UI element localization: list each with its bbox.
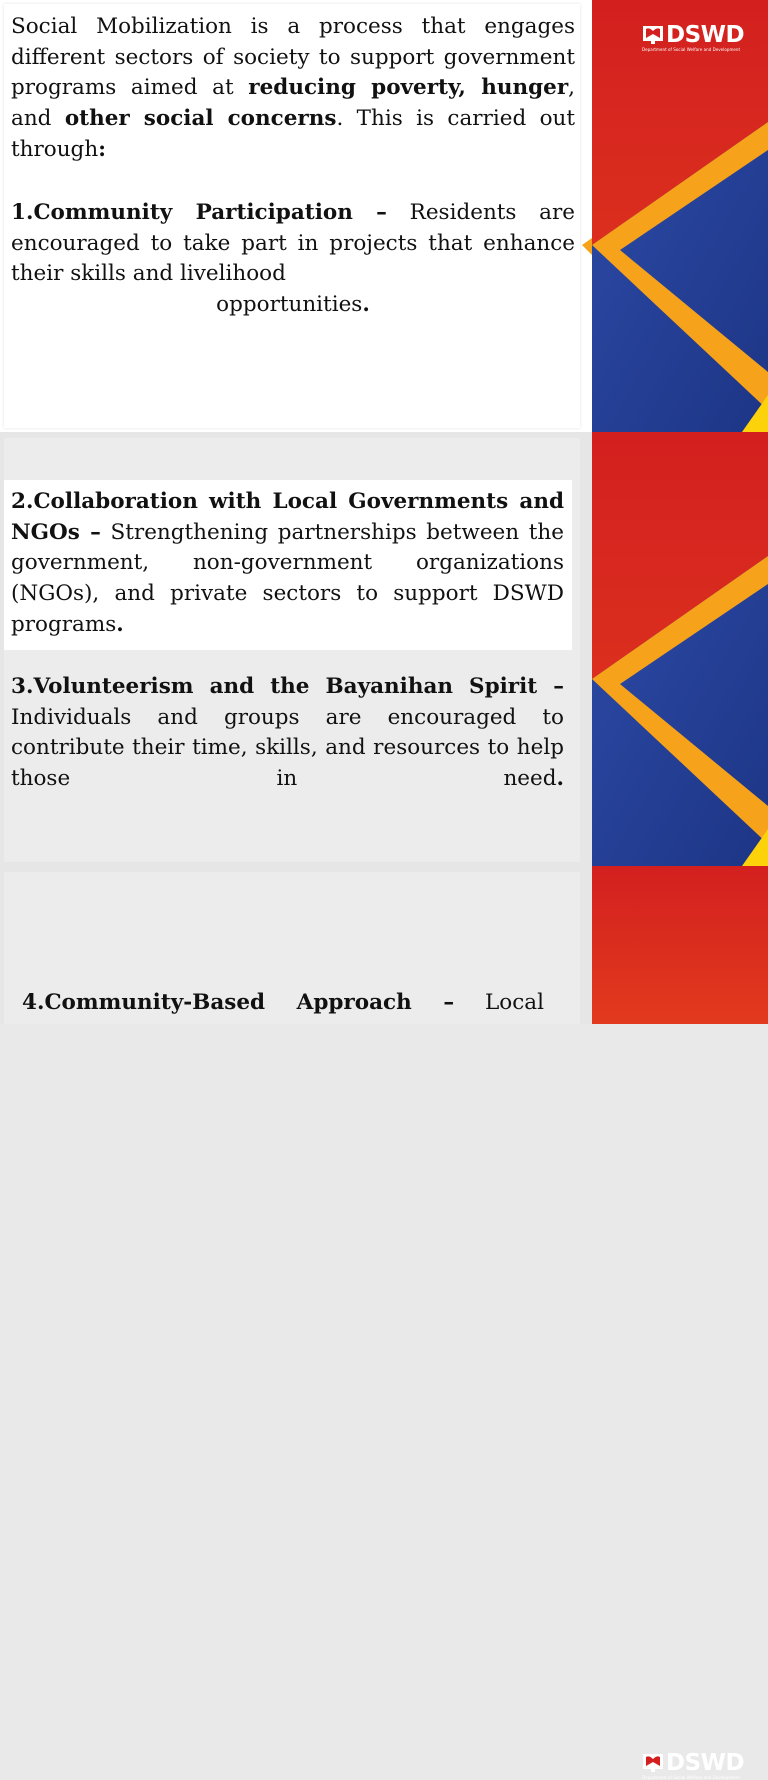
item-community-based <box>22 988 544 1019</box>
intro-paragraph: Social Mobilization is a process that engages different sectors of society to support government programs aimed at reducing poverty, hunger, and other social concerns. This is carried out through: <box>11 14 576 162</box>
brand-band <box>592 866 768 1024</box>
brand-chevron-graphic <box>592 0 768 432</box>
brand-name: DSWD <box>666 22 745 48</box>
dswd-logo <box>642 1752 752 1780</box>
item-body: Individuals and groups are encouraged to contribute their time, skills, and resources to help those in need <box>11 704 564 792</box>
item-title: 4.Community-Based Approach – <box>22 990 455 1015</box>
item-title: 1.Community Participation – <box>11 200 387 225</box>
dswd-emblem-icon <box>642 25 664 45</box>
dswd-emblem-icon <box>642 1753 664 1773</box>
item-body: Local <box>454 990 544 1015</box>
item-community-participation: 1.Community Participation – Residents are encouraged to take part in projects that enhance their skills and livelihood opportunities. <box>11 200 575 318</box>
dswd-logo <box>642 24 752 52</box>
item-title: 3.Volunteerism and the Bayanihan Spirit – <box>11 674 564 699</box>
brand-chevron-graphic <box>592 866 768 1024</box>
brand-band <box>592 0 768 432</box>
brand-band <box>592 432 768 866</box>
brand-subtitle: Department of Social Welfare and Development <box>642 1775 741 1780</box>
brand-name: DSWD <box>666 1750 745 1776</box>
item-volunteerism: 3.Volunteerism and the Bayanihan Spirit – Individuals and groups are encouraged to contribute their time, skills, and resources to help those in need. <box>11 674 564 792</box>
item-body: Residents are encouraged to take part in projects that enhance their skills and livelihood <box>11 200 575 287</box>
item-body: Strengthening partnerships between the government, non-government organizations (NGOs), and private sectors to support DSWD programs <box>11 519 564 637</box>
brand-chevron-graphic <box>592 432 768 866</box>
item-collaboration: 2.Collaboration with Local Governments and NGOs – Strengthening partnerships between the government, non-government organizations (NGOs), and private sectors to support DSWD programs. <box>11 489 564 637</box>
item-title: 2.Collaboration with Local Governments and NGOs – <box>11 489 564 545</box>
brand-subtitle: Department of Social Welfare and Development <box>642 47 741 52</box>
